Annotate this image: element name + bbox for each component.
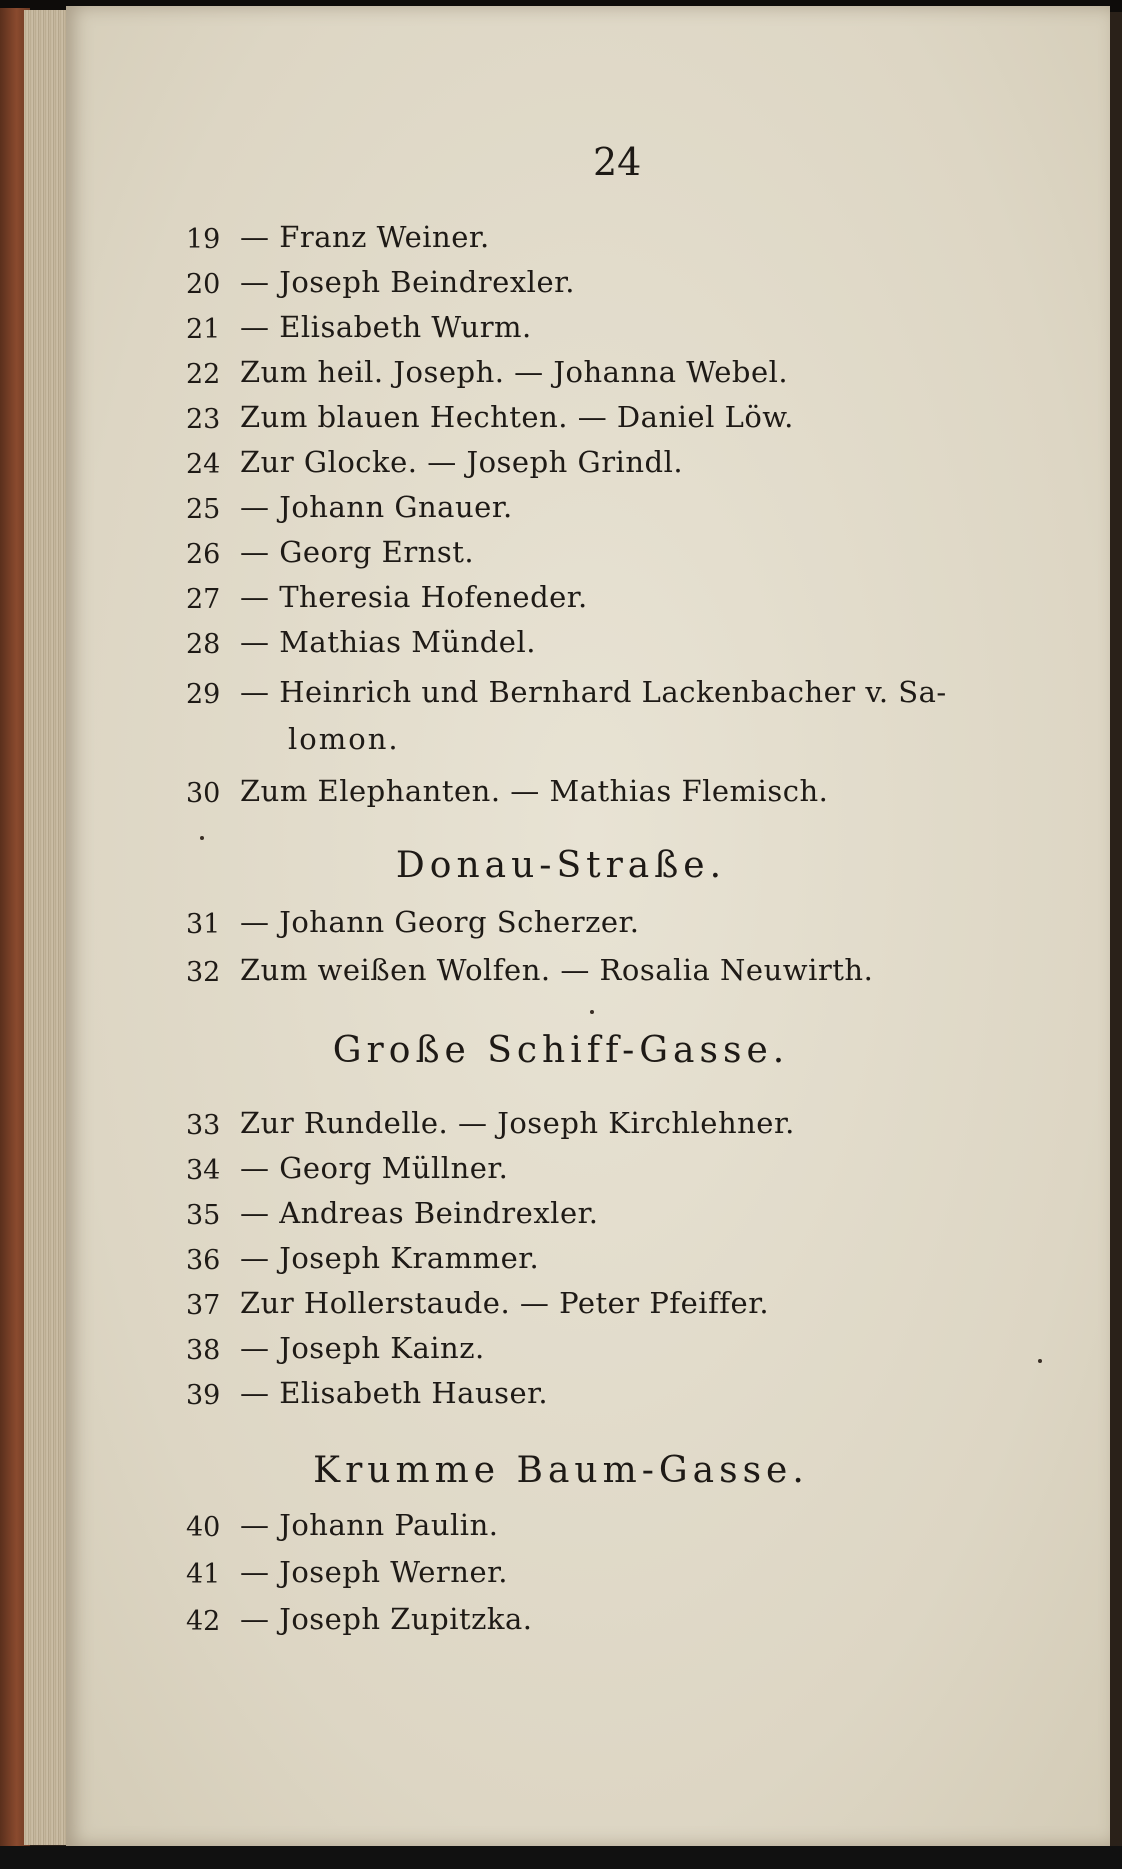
entry-text: — Joseph Krammer. <box>240 1241 540 1275</box>
entry-text: — Johann Georg Scherzer. <box>240 905 640 939</box>
entry-text: Zum blauen Hechten. — Daniel Löw. <box>240 400 794 434</box>
entry-text: — Joseph Werner. <box>240 1555 509 1589</box>
house-number: 24 <box>186 449 221 480</box>
house-number: 34 <box>186 1155 221 1186</box>
house-number: 41 <box>186 1559 221 1590</box>
entry-text: — Andreas Beindrexler. <box>240 1196 599 1230</box>
ink-speck <box>590 1010 594 1014</box>
house-number: 23 <box>186 404 221 435</box>
section-heading-donau: Donau-Straße. <box>395 845 727 886</box>
house-number: 20 <box>186 269 221 300</box>
ink-speck <box>200 836 204 840</box>
entry-text: — Franz Weiner. <box>240 220 490 254</box>
section-heading-schiff: Große Schiff-Gasse. <box>332 1030 790 1071</box>
entry-text: — Elisabeth Wurm. <box>240 310 532 344</box>
house-number: 27 <box>186 584 221 615</box>
entry-text: — Joseph Zupitzka. <box>240 1602 533 1636</box>
entry-text: — Johann Gnauer. <box>240 490 513 524</box>
section-heading-baum: Krumme Baum-Gasse. <box>313 1450 809 1491</box>
entry-text: Zum heil. Joseph. — Johanna Webel. <box>240 355 789 389</box>
house-number: 37 <box>186 1290 221 1321</box>
house-number: 40 <box>186 1512 221 1543</box>
entry-text: — Elisabeth Hauser. <box>240 1376 549 1410</box>
entry-text: Zur Glocke. — Joseph Grindl. <box>240 445 684 479</box>
house-number: 33 <box>186 1110 221 1141</box>
entry-text: — Georg Müllner. <box>240 1151 509 1185</box>
house-number: 42 <box>186 1606 221 1637</box>
house-number: 22 <box>186 359 221 390</box>
house-number: 32 <box>186 957 221 988</box>
entry-text: Zum weißen Wolfen. — Rosalia Neuwirth. <box>240 953 874 987</box>
entry-text: Zum Elephanten. — Mathias Flemisch. <box>240 774 829 808</box>
entry-text: — Johann Paulin. <box>240 1508 499 1542</box>
entry-text: — Theresia Hofeneder. <box>240 580 588 614</box>
entry-text: — Heinrich und Bernhard Lackenbacher v. Sa- <box>240 675 947 709</box>
house-number: 19 <box>186 224 221 255</box>
house-number: 38 <box>186 1335 221 1366</box>
house-number: 26 <box>186 539 221 570</box>
house-number: 28 <box>186 629 221 660</box>
entry-text: — Mathias Mündel. <box>240 625 536 659</box>
entry-continuation: lomon. <box>288 722 400 756</box>
page-number: 24 <box>593 140 642 184</box>
house-number: 31 <box>186 909 221 940</box>
entry-text: Zur Rundelle. — Joseph Kirchlehner. <box>240 1106 795 1140</box>
ink-speck <box>1038 1359 1042 1363</box>
house-number: 21 <box>186 314 221 345</box>
entry-text: Zur Hollerstaude. — Peter Pfeiffer. <box>240 1286 770 1320</box>
house-number: 29 <box>186 679 221 710</box>
entry-text: — Georg Ernst. <box>240 535 475 569</box>
house-number: 39 <box>186 1380 221 1411</box>
house-number: 36 <box>186 1245 221 1276</box>
entry-text: — Joseph Beindrexler. <box>240 265 576 299</box>
house-number: 35 <box>186 1200 221 1231</box>
house-number: 30 <box>186 778 221 809</box>
house-number: 25 <box>186 494 221 525</box>
entry-text: — Joseph Kainz. <box>240 1331 485 1365</box>
